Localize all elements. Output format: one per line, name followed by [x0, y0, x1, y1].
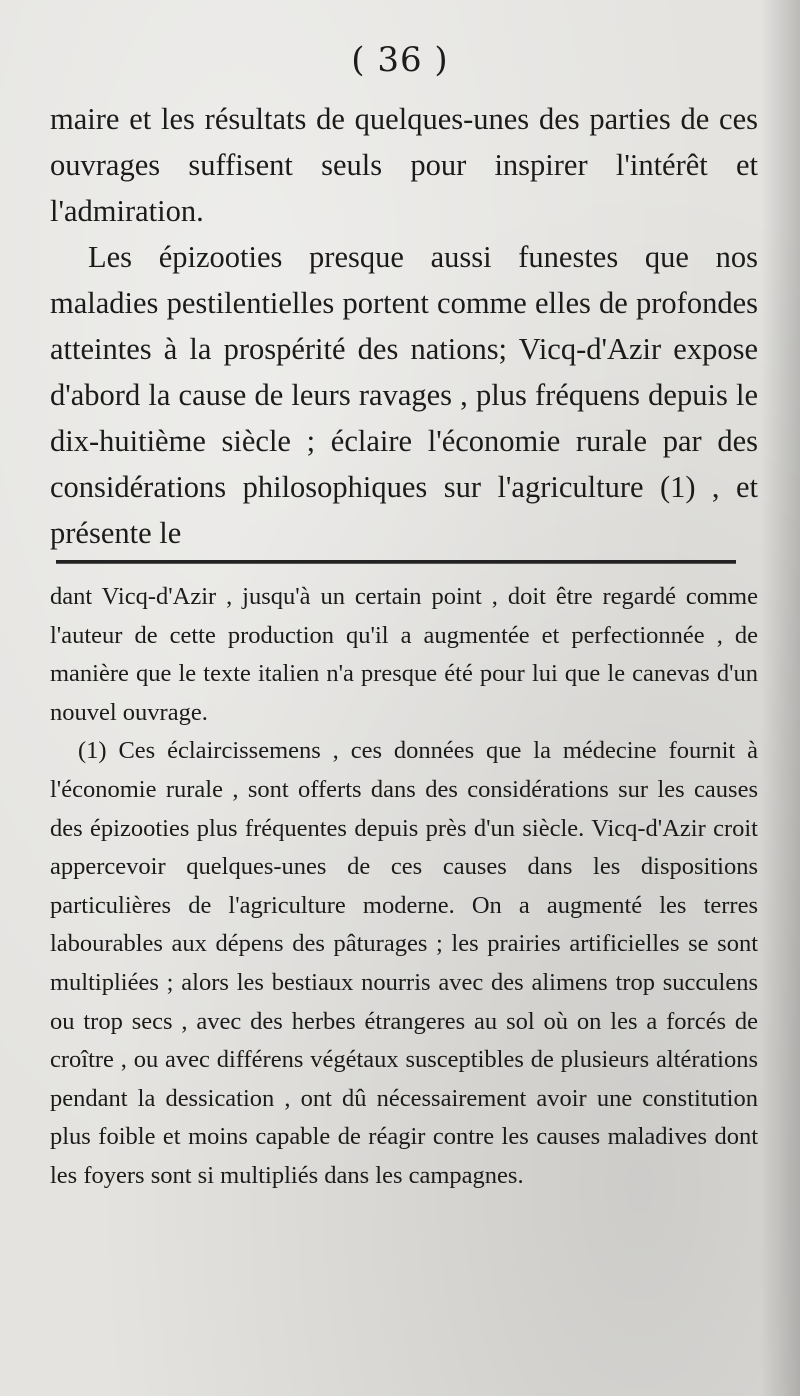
main-text	[50, 96, 758, 556]
footnote-1: (1) Ces éclaircissemens , ces données que la médecine fournit à l'économie rurale , sont offerts dans des considérations sur les causes des épizooties plus fréquentes depuis près d'un siècle. Vicq-d'Azir croit appercevoir quelques-unes de ces causes dans les dispositions particulières de l'agriculture moderne. On a augmenté les terres labourables aux dépens des pâturages ; les prairies artificielles se sont multipliées ; alors les bestiaux nourris avec des alimens trop succulens ou trop secs , avec des herbes étrangeres au sol où on les a forcés de croître , ou avec différens végétaux susceptibles de plusieurs altérations pendant la dessication , ont dû nécessairement avoir une constitution plus foible et moins capable de réagir contre les causes maladives dont les foyers sont si multipliés dans les campagnes.	[50, 737, 758, 1189]
footnote-separator	[56, 560, 736, 564]
main-paragraph-2: Les épizooties presque aussi funestes que nos maladies pestilentielles portent comme elles de profondes atteintes à la prospérité des nations; Vicq-d'Azir expose d'abord la cause de leurs ravages , plus fréquens depuis le dix-huitième siècle ; éclaire l'économie rurale par des considérations philosophiques sur l'agriculture (1) , et présente le	[50, 240, 758, 550]
page-edge-shadow	[760, 0, 800, 1396]
footnote-continued: dant Vicq-d'Azir , jusqu'à un certain point , doit être regardé comme l'auteur de cette production qu'il a augmentée et perfectionnée , de manière que le texte italien n'a presque été pour lui que le canevas d'un nouvel ouvrage.	[50, 583, 758, 726]
page-number: ( 36 )	[351, 40, 449, 80]
footnotes	[50, 578, 758, 1196]
main-paragraph-1: maire et les résultats de quelques-unes des parties de ces ouvrages suffisent seuls pour inspirer l'intérêt et l'admiration.	[50, 102, 758, 228]
